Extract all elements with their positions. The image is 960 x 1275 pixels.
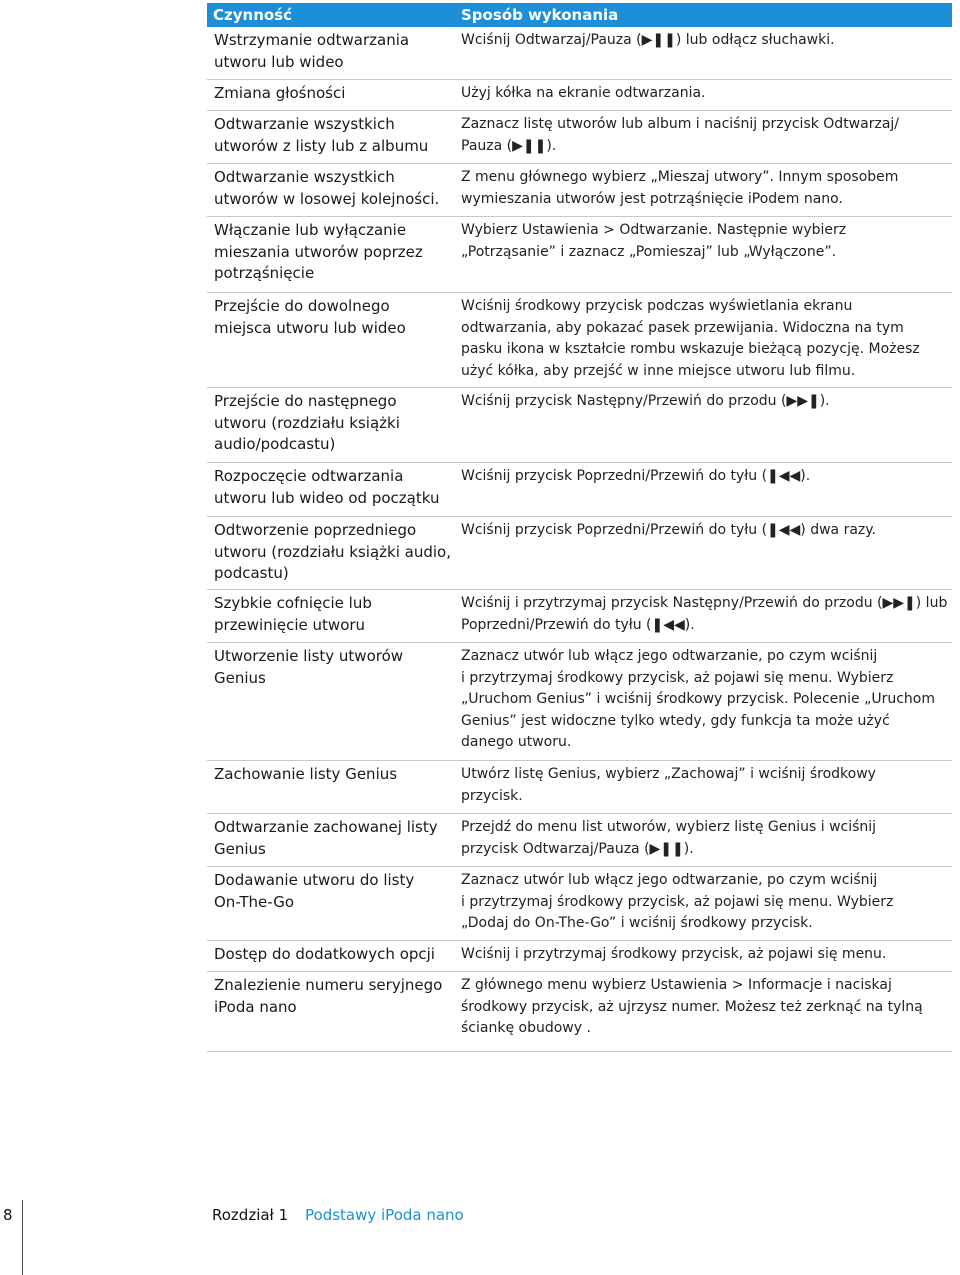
method-cell-line: Wciśnij przycisk Następny/Przewiń do przodu (▶▶❚). [461,393,830,409]
method-cell-line: pasku ikona w kształcie rombu wskazuje bieżącą pozycję. Możesz [461,341,920,357]
header-action: Czynność [213,6,292,24]
table-row [207,972,952,1052]
table-row [207,111,952,164]
action-cell-line: Zachowanie listy Genius [214,765,398,783]
action-cell-line: Szybkie cofnięcie lub [214,594,372,612]
method-cell-line: wymieszania utworów jest potrząśnięcie iPodem nano. [461,190,843,207]
table-row [207,761,952,814]
method-cell-line: Wybierz Ustawienia > Odtwarzanie. Następnie wybierz [461,222,847,238]
method-cell [447,972,952,1051]
method-cell-line: Pauza (▶︎❚❚). [461,137,557,154]
method-cell [447,761,952,813]
method-cell-line: odtwarzania, aby pokazać pasek przewijania. Widoczna na tym [461,319,904,336]
action-cell [207,643,447,760]
method-cell-line: Wciśnij środkowy przycisk podczas wyświetlania ekranu [461,298,853,314]
method-cell-line: Genius” jest widoczne tylko wtedy, gdy funkcja ta może użyć [461,712,890,729]
table-row [207,80,952,111]
actions-table [207,3,952,1052]
page-number: 8 [3,1206,13,1224]
table-row [207,388,952,463]
action-cell-line: Zmiana głośności [214,84,346,102]
action-cell-line: Odtwarzanie wszystkich [214,115,395,133]
action-cell-line: Znalezienie numeru seryjnego [214,976,443,994]
action-cell-line: Genius [214,839,266,858]
method-cell [447,80,952,110]
method-cell [447,217,952,292]
action-cell-line: utworu (rozdziału książki [214,413,400,432]
action-cell-line: Genius [214,668,266,687]
footer-divider [22,1200,23,1275]
action-cell [207,217,447,292]
method-cell-line: Wciśnij i przytrzymaj środkowy przycisk, aż pojawi się menu. [461,946,887,962]
action-cell [207,463,447,516]
action-cell-line: iPoda nano [214,997,297,1016]
action-cell [207,972,447,1051]
action-cell [207,111,447,163]
table-row [207,814,952,867]
action-cell-line: Odtwarzanie wszystkich [214,168,395,186]
action-cell-line: audio/podcastu) [214,435,336,453]
table-row [207,941,952,972]
method-cell-line: „Potrząsanie” i zaznacz „Pomieszaj” lub „Wyłączone”. [461,243,837,260]
table-row [207,293,952,388]
method-cell-line: Użyj kółka na ekranie odtwarzania. [461,85,706,101]
method-cell [447,293,952,387]
method-cell-line: użyć kółka, aby przejść w inne miejsce utworu lub filmu. [461,362,856,379]
action-cell-line: Utworzenie listy utworów [214,647,404,665]
method-cell-line: środkowy przycisk, aż ujrzysz numer. Możesz też zerknąć na tylną [461,998,923,1015]
action-cell [207,761,447,813]
method-cell-line: Poprzedni/Przewiń do tyłu (❚◀◀). [461,616,695,633]
chapter-label: Rozdział 1 [212,1206,289,1224]
table-row [207,164,952,217]
table-row [207,517,952,590]
method-cell [447,814,952,866]
action-cell-line: utworu lub wideo od początku [214,488,440,507]
method-cell [447,590,952,642]
method-cell [447,388,952,462]
table-header [207,3,952,27]
method-cell-line: Z menu głównego wybierz „Mieszaj utwory”. Innym sposobem [461,169,899,185]
method-cell [447,517,952,589]
action-cell [207,941,447,971]
action-cell-line: On-The-Go [214,892,295,911]
action-cell-line: miejsca utworu lub wideo [214,318,406,337]
method-cell-line: danego utworu. [461,734,572,750]
action-cell-line: Włączanie lub wyłączanie [214,221,407,239]
method-cell-line: ściankę obudowy . [461,1020,591,1036]
action-cell [207,27,447,79]
action-cell-line: utworu lub wideo [214,52,344,71]
method-cell [447,941,952,971]
action-cell-line: Dostęp do dodatkowych opcji [214,945,435,963]
action-cell-line: Odtworzenie poprzedniego [214,521,417,539]
table-row [207,590,952,643]
action-cell-line: utworów w losowej kolejności. [214,189,440,208]
section-link[interactable]: Podstawy iPoda nano [305,1206,464,1224]
method-cell-line: „Uruchom Genius” i wciśnij środkowy przycisk. Polecenie „Uruchom [461,691,935,707]
method-cell [447,463,952,516]
method-cell-line: Wciśnij przycisk Poprzedni/Przewiń do tyłu (❚◀◀) dwa razy. [461,522,877,538]
method-cell-line: Wciśnij Odtwarzaj/Pauza (▶︎❚❚) lub odłącz słuchawki. [461,32,835,48]
method-cell-line: i przytrzymaj środkowy przycisk, aż pojawi się menu. Wybierz [461,893,894,910]
method-cell-line: i przytrzymaj środkowy przycisk, aż pojawi się menu. Wybierz [461,669,894,686]
method-cell-line: Zaznacz utwór lub włącz jego odtwarzanie, po czym wciśnij [461,872,878,888]
method-cell [447,643,952,760]
action-cell-line: Dodawanie utworu do listy [214,871,415,889]
action-cell [207,388,447,462]
action-cell [207,867,447,940]
method-cell-line: przycisk. [461,787,523,804]
table-row [207,27,952,80]
method-cell [447,867,952,940]
method-cell-line: Wciśnij przycisk Poprzedni/Przewiń do tyłu (❚◀◀). [461,468,811,484]
table-row [207,217,952,293]
method-cell [447,164,952,216]
action-cell-line: Rozpoczęcie odtwarzania [214,467,404,485]
action-cell [207,814,447,866]
header-method: Sposób wykonania [461,6,619,24]
method-cell-line: Utwórz listę Genius, wybierz „Zachowaj” i wciśnij środkowy [461,766,876,782]
action-cell-line: utworów z listy lub z albumu [214,136,429,155]
action-cell-line: podcastu) [214,564,289,582]
method-cell-line: Przejdź do menu list utworów, wybierz listę Genius i wciśnij [461,819,877,835]
action-cell [207,80,447,110]
method-cell-line: „Dodaj do On-The-Go” i wciśnij środkowy przycisk. [461,915,813,931]
action-cell-line: Wstrzymanie odtwarzania [214,31,410,49]
table-row [207,643,952,761]
method-cell [447,111,952,163]
method-cell-line: Wciśnij i przytrzymaj przycisk Następny/Przewiń do przodu (▶▶❚) lub [461,595,948,611]
table-row [207,463,952,517]
action-cell-line: Przejście do dowolnego [214,297,390,315]
action-cell-line: utworu (rozdziału książki audio, [214,542,451,561]
table-body [207,27,952,1052]
action-cell [207,517,451,589]
action-cell-line: Odtwarzanie zachowanej listy [214,818,438,836]
method-cell-line: Z głównego menu wybierz Ustawienia > Informacje i naciskaj [461,977,892,993]
method-cell-line: Zaznacz listę utworów lub album i naciśnij przycisk Odtwarzaj/ [461,116,900,132]
action-cell [207,293,447,387]
action-cell-line: potrząśnięcie [214,264,315,282]
action-cell-line: Przejście do następnego [214,392,397,410]
action-cell [207,590,447,642]
method-cell-line: Zaznacz utwór lub włącz jego odtwarzanie, po czym wciśnij [461,648,878,664]
action-cell [207,164,447,216]
method-cell [447,27,952,79]
action-cell-line: mieszania utworów poprzez [214,242,423,261]
action-cell-line: przewinięcie utworu [214,615,366,634]
method-cell-line: przycisk Odtwarzaj/Pauza (▶︎❚❚). [461,840,694,857]
table-row [207,867,952,941]
